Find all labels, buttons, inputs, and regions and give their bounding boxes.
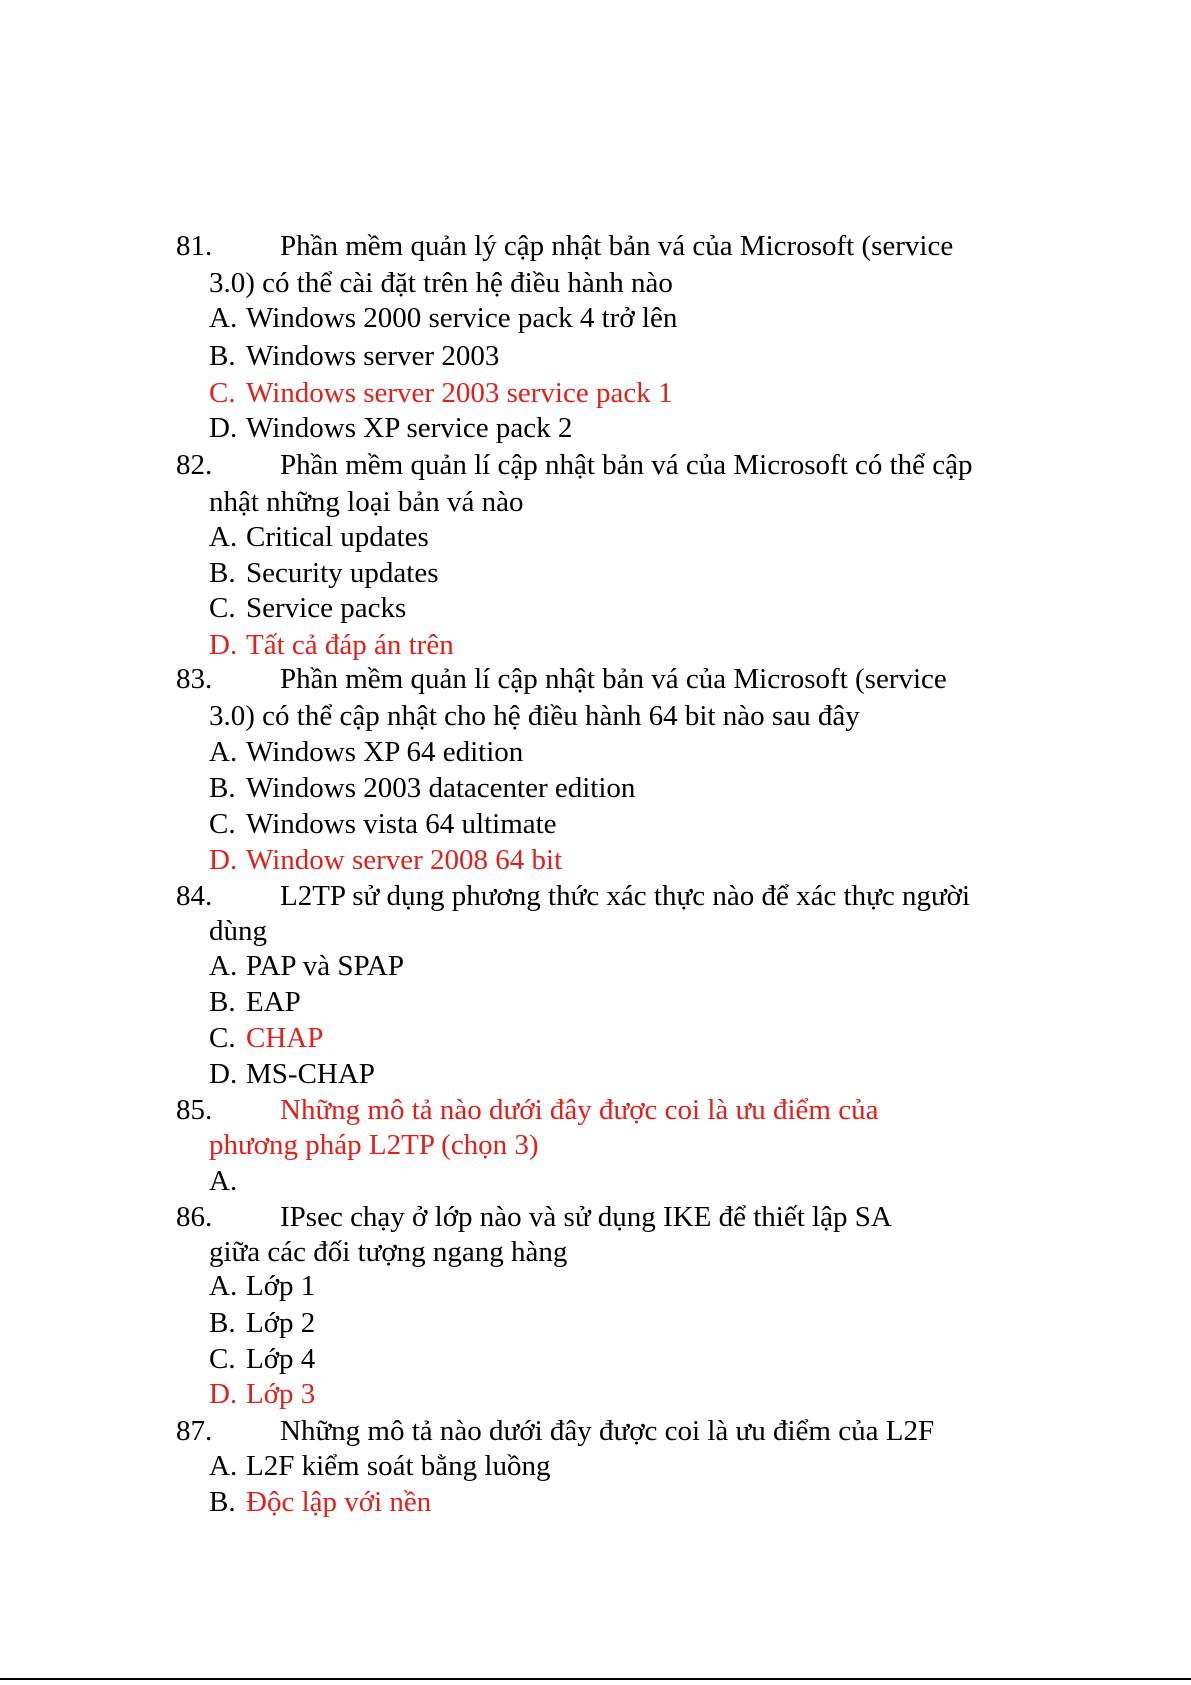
question-81-option-d: D. Windows XP service pack 2 [209,412,573,444]
question-82-text-continued: nhật những loại bản vá nào [209,486,524,518]
question-86-text-continued: giữa các đối tượng ngang hàng [209,1236,568,1268]
question-83-number: 83. [176,663,213,695]
question-86-text: IPsec chạy ở lớp nào và sử dụng IKE để thiết lập SA [280,1201,892,1233]
question-86-option-c: C. Lớp 4 [209,1343,316,1375]
question-81-option-a: A. Windows 2000 service pack 4 trở lên [209,302,678,334]
question-81-option-b: B. Windows server 2003 [209,340,500,372]
question-83-option-c: C. Windows vista 64 ultimate [209,808,557,840]
question-85-number: 85. [176,1094,213,1126]
question-84-text-continued: dùng [209,915,267,947]
question-84-option-c: C. CHAP [209,1022,324,1054]
question-86-option-b: B. Lớp 2 [209,1307,316,1339]
question-83-text: Phần mềm quản lí cập nhật bản vá của Microsoft (service [280,663,947,695]
question-83-text-continued: 3.0) có thể cập nhật cho hệ điều hành 64 bit nào sau đây [209,700,860,732]
question-84-number: 84. [176,880,213,912]
question-82-option-a: A. Critical updates [209,521,429,553]
question-82-number: 82. [176,449,213,481]
question-83-option-d-answer: D. Window server 2008 64 bit [209,844,563,876]
question-87-number: 87. [176,1415,213,1447]
question-81-text-continued: 3.0) có thể cài đặt trên hệ điều hành nào [209,267,673,299]
question-81-option-c-answer: C. Windows server 2003 service pack 1 [209,377,673,409]
question-82-text: Phần mềm quản lí cập nhật bản vá của Microsoft có thể cập [280,449,973,481]
question-85-option-a: A. [209,1165,238,1197]
question-87-option-b-answer-text: Độc lập với nền [246,1486,432,1518]
question-82-option-b: B. Security updates [209,557,439,589]
question-81-number: 81. [176,230,213,262]
question-87-option-b: B. Độc lập với nền [209,1486,432,1518]
question-83-option-a: A. Windows XP 64 edition [209,736,524,768]
question-85-text: Những mô tả nào dưới đây được coi là ưu điểm của [280,1094,879,1126]
question-84-option-c-answer-text: CHAP [246,1022,324,1054]
question-86-option-a: A. Lớp 1 [209,1270,316,1302]
page-bottom-rule [0,1678,1191,1680]
question-84-text: L2TP sử dụng phương thức xác thực nào để xác thực người [280,880,971,912]
question-87-option-a: A. L2F kiểm soát bằng luồng [209,1450,551,1482]
question-87-text: Những mô tả nào dưới đây được coi là ưu điểm của L2F [280,1415,935,1447]
question-85-text-continued: phương pháp L2TP (chọn 3) [209,1129,539,1161]
question-86-number: 86. [176,1201,213,1233]
question-81-text: Phần mềm quản lý cập nhật bản vá của Microsoft (service [280,230,954,262]
question-82-option-d-answer: D. Tất cả đáp án trên [209,629,454,661]
question-84-option-d: D. MS-CHAP [209,1058,375,1090]
question-83-option-b: B. Windows 2003 datacenter edition [209,772,636,804]
question-84-option-a: A. PAP và SPAP [209,950,404,982]
question-82-option-c: C. Service packs [209,592,407,624]
question-84-option-b: B. EAP [209,986,301,1018]
question-86-option-d-answer: D. Lớp 3 [209,1378,316,1410]
